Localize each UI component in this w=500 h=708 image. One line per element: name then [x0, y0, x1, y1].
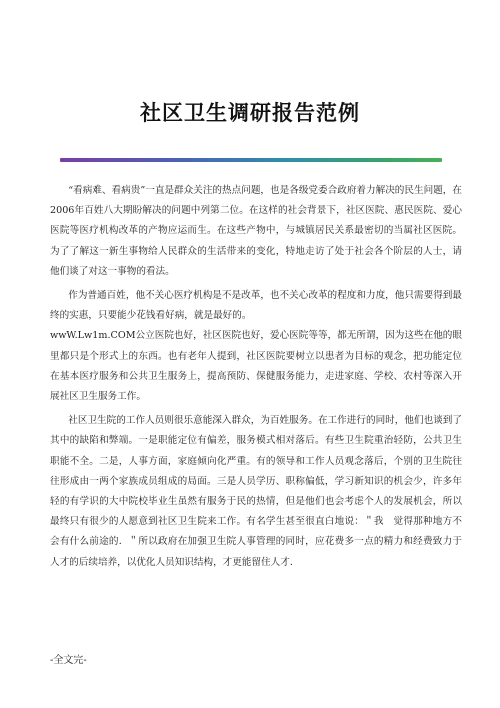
- title-divider: [60, 158, 442, 162]
- end-mark: -全文完-: [50, 655, 87, 666]
- paragraph-staff-view: 社区卫生院的工作人员则很乐意能深入群众，为百姓服务。在工作进行的同时，他们也谈到了其中的缺陷和弊端。一是职能定位有偏差，服务模式相对落后。有些卫生院重治轻防，公共卫生职能不全。二是，人事方面，家庭倾向化严重。有的领导和工作人员观念落后，个别的卫生院往往形成由一两个家族成员组成的局面。三是人员学历、职称偏低，学习新知识的机会少，许多年轻的有学识的大中院校毕业生虽然有服务于民的热情，但是他们也会考虑个人的发展机会，所以最终只有很少的人愿意到社区卫生院来工作。有名学生甚至很直白地说：＂我 觉得那种地方不会有什么前途的．＂所以政府在加强卫生院人事管理的同时，应花费多一点的精力和经费致力于人才的后续培养，以优化人员知识结构，才更能留住人才．: [50, 415, 462, 568]
- paragraph-citizen-view: 作为普通百姓，他不关心医疗机构是不是改革，也不关心改革的程度和力度，他只需要得到最终的实惠，只要能少花钱看好病，就是最好的。: [50, 290, 462, 322]
- paragraph-intro: “看病难、看病贵”一直是群众关注的热点问题，也是各级党委合政府着力解决的民生问题，在2006年百姓八大期盼解决的问题中列第二位。在这样的社会背景下，社区医院、惠民医院、爱心医院等医疗机构改革的产物应运而生。在这些产物中，与城镇居民关系最密切的当属社区医院。为了了解这一新生事物给人民群众的生活带来的变化，特地走访了处于社会各个阶层的人士，请他们谈了对这一事物的看法。: [50, 185, 462, 277]
- paragraph-elderly-view: wwW.Lw1m.COM公立医院也好，社区医院也好，爱心医院等等，都无所谓，因为这些在他的眼里都只是个形式上的东西。也有老年人提到，社区医院要树立以患者为目标的观念，把功能定位在基本医疗服务和公共卫生服务上，提高预防、保健服务能力，走进家庭、学校、农村等深入开展社区卫生服务工作。: [50, 330, 462, 403]
- document-title: 社区卫生调研报告范例: [140, 100, 360, 125]
- document-body: [50, 181, 462, 573]
